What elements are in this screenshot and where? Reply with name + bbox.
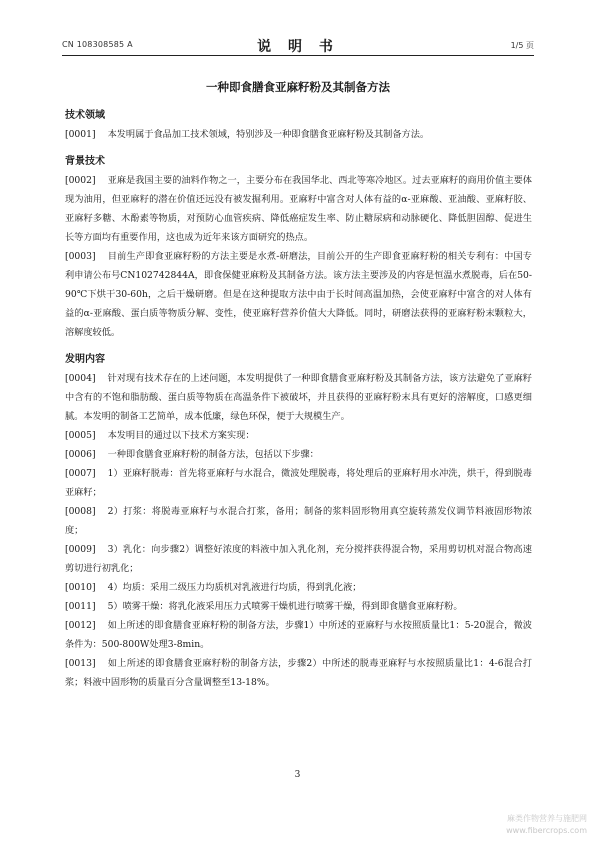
paragraph-text: 5）喷雾干燥：将乳化液采用压力式喷雾干燥机进行喷雾干燥，得到即食膳食亚麻籽粉。 <box>107 601 463 612</box>
paragraph-number: [0001] <box>65 129 96 140</box>
paragraph-text: 4）均质：采用二级压力均质机对乳液进行均质，得到乳化液； <box>107 582 362 593</box>
paragraph-text: 1）亚麻籽脱毒：首先将亚麻籽与水混合，微波处理脱毒，将处理后的亚麻籽用水冲洗，烘干，得到脱毒亚麻籽； <box>65 468 532 498</box>
paragraph-number: [0007] <box>65 468 96 479</box>
paragraph-number: [0006] <box>65 449 96 460</box>
page-fraction: 1/5 页 <box>510 41 534 50</box>
paragraph-number: [0010] <box>65 582 96 593</box>
paragraph-text: 亚麻是我国主要的油料作物之一，主要分布在我国华北、西北等寒冷地区。过去亚麻籽的商用价值主要体现为油用，但亚麻籽的潜在价值还远没有被发掘利用。亚麻籽中富含对人体有益的α-亚麻酸、亚油酸、亚麻籽胶、亚麻籽多糖、木酚素等物质，对预防心血管疾病、降低癌症发生率、防止糖尿病和动脉硬化、降低胆固醇、促进生长等方面均有重要作用，这也成为近年来该方面研究的热点。 <box>65 175 532 243</box>
paragraph-number: [0011] <box>65 601 96 612</box>
paragraph-number: [0008] <box>65 506 96 517</box>
publication-number: CN 108308585 A <box>62 40 133 49</box>
paragraph-text: 目前生产即食亚麻籽粉的方法主要是水煮-研磨法，目前公开的生产即食亚麻籽粉的相关专利有：中国专利申请公布号CN102742844A，即食保健亚麻粉及其制备方法。该方法主要涉及的内容是恒温水煮脱毒，后在50-90℃下烘干30-60h，之后干燥研磨。但是在这种提取方法中由于长时间高温加热，会使亚麻籽中富含的对人体有益的α-亚麻酸、蛋白质等物质分解、变性，使亚麻籽营养价值大大降低。同时，研磨法获得的亚麻籽粉末颗粒大，溶解度较低。 <box>65 251 532 338</box>
paragraph-number: [0003] <box>65 251 96 262</box>
paragraph-0001 <box>65 125 532 144</box>
paragraph-number: [0005] <box>65 430 96 441</box>
paragraph-number: [0004] <box>65 373 96 384</box>
header-rule <box>62 55 534 56</box>
paragraph-text: 针对现有技术存在的上述问题，本发明提供了一种即食膳食亚麻籽粉及其制备方法，该方法避免了亚麻籽中含有的不饱和脂肪酸、蛋白质等物质在高温条件下被破坏，并且获得的亚麻籽粉末具有更好的溶解度，口感更细腻。本发明的制备工艺简单，成本低廉，绿色环保，便于大规模生产。 <box>65 373 532 422</box>
watermark <box>506 813 587 837</box>
paragraph-0011 <box>65 597 532 616</box>
document-type-title: 说 明 书 <box>257 39 339 55</box>
section-heading-technical-field: 技术领域 <box>65 110 105 121</box>
paragraph-number: [0002] <box>65 175 96 186</box>
paragraph-0004 <box>65 369 532 426</box>
paragraph-number: [0012] <box>65 620 96 631</box>
paragraph-0005 <box>65 426 532 445</box>
paragraph-0007 <box>65 464 532 502</box>
document-body <box>65 108 532 692</box>
paragraph-0003 <box>65 247 532 342</box>
paragraph-text: 本发明属于食品加工技术领域，特别涉及一种即食膳食亚麻籽粉及其制备方法。 <box>107 129 430 140</box>
paragraph-0010 <box>65 578 532 597</box>
paragraph-number: [0013] <box>65 658 96 669</box>
paragraph-0002 <box>65 171 532 247</box>
watermark-site-name: 麻类作物营养与施肥网 <box>507 814 587 823</box>
paragraph-0006 <box>65 445 532 464</box>
paragraph-0012 <box>65 616 532 654</box>
paragraph-0013 <box>65 654 532 692</box>
section-heading-background: 背景技术 <box>65 156 105 167</box>
paragraph-text: 3）乳化：向步骤2）调整好浓度的料液中加入乳化剂，充分搅拌获得混合物，采用剪切机对混合物高速剪切进行初乳化； <box>65 544 532 574</box>
paragraph-0009 <box>65 540 532 578</box>
paragraph-text: 一种即食膳食亚麻籽粉的制备方法，包括以下步骤： <box>107 449 319 460</box>
paragraph-text: 2）打浆：将脱毒亚麻籽与水混合打浆，备用；制备的浆料固形物用真空旋转蒸发仪调节料液固形物浓度； <box>65 506 532 536</box>
page-number: 3 <box>294 770 301 780</box>
patent-title: 一种即食膳食亚麻籽粉及其制备方法 <box>206 80 390 94</box>
paragraph-text: 如上所述的即食膳食亚麻籽粉的制备方法，步骤1）中所述的亚麻籽与水按照质量比1：5-20混合，微波条件为：500-800W处理3-8min。 <box>65 620 532 650</box>
page-header <box>62 36 534 55</box>
watermark-url: www.fibercrops.com <box>506 826 587 835</box>
paragraph-text: 本发明目的通过以下技术方案实现： <box>107 430 255 441</box>
paragraph-number: [0009] <box>65 544 96 555</box>
paragraph-text: 如上所述的即食膳食亚麻籽粉的制备方法，步骤2）中所述的脱毒亚麻籽与水按照质量比1：4-6混合打浆；料液中固形物的质量百分含量调整至13-18%。 <box>65 658 532 688</box>
paragraph-0008 <box>65 502 532 540</box>
section-heading-invention-content: 发明内容 <box>65 354 105 365</box>
